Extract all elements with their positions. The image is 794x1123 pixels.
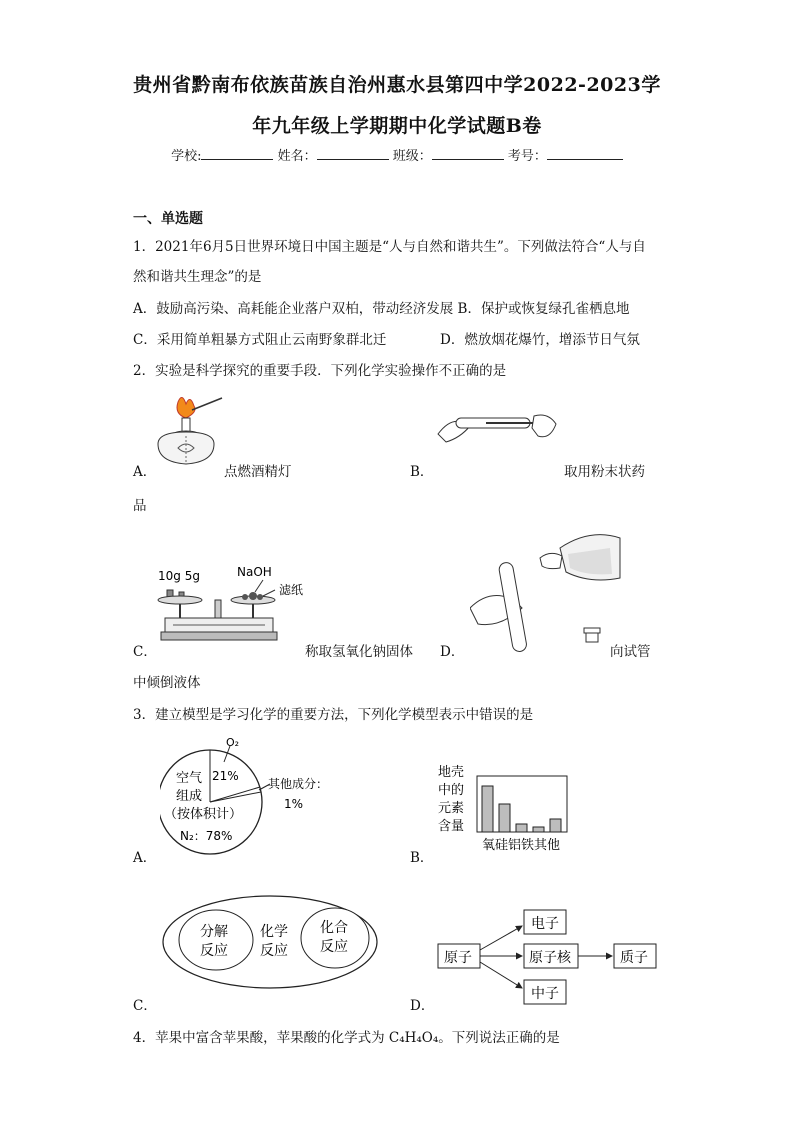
venn-combination-1: 化合 [320, 920, 348, 936]
pie-label-other-pct: 1% [284, 797, 304, 811]
q1-stem-line2: 然和谐共生理念”的是 [133, 269, 262, 285]
bar-ylabel-3: 元素 [438, 801, 465, 816]
bar-2 [516, 824, 527, 832]
q1-option-d: D．燃放烟花爆竹，增添节日气氛 [440, 332, 640, 348]
info-line [0, 145, 794, 164]
q4-stem: 4．苹果中富含苹果酸，苹果酸的化学式为 C₄H₄O₄。下列说法正确的是 [133, 1030, 560, 1046]
arrow-icon [480, 962, 522, 988]
filter-paper-label: 滤纸 [279, 583, 304, 597]
crust-element-bar-chart [436, 762, 576, 858]
bar-categories: 氧硅铝铁其他 [482, 838, 561, 853]
flow-electron: 电子 [531, 916, 559, 932]
q3-c-label: C． [133, 998, 157, 1014]
flow-neutron: 中子 [531, 986, 559, 1002]
arrow-icon [480, 926, 522, 950]
atom-structure-flow [434, 906, 664, 1006]
name-label: 姓名： [277, 149, 317, 164]
q2-c-label: C． [133, 644, 157, 660]
balance-image [155, 560, 310, 655]
bar-4 [550, 819, 561, 832]
bar-1 [499, 804, 510, 832]
class-blank[interactable] [432, 147, 504, 160]
q3-b-label: B． [410, 850, 434, 866]
venn-chemical-2: 反应 [260, 943, 288, 959]
exam-no-label: 考号： [507, 149, 547, 164]
naoh-label: NaOH [237, 565, 272, 579]
name-blank[interactable] [317, 147, 389, 160]
bar-3 [533, 827, 544, 832]
pie-label-other: 其他成分： [268, 777, 329, 791]
powder-transfer-image [436, 398, 561, 448]
bar-0 [482, 786, 493, 832]
school-label: 学校: [171, 149, 202, 164]
flow-nucleus: 原子核 [529, 950, 571, 966]
pie-label-air: 空气 [176, 771, 203, 786]
bar-ylabel-1: 地壳 [438, 765, 465, 780]
q2-d-text-cont: 中倾倒液体 [133, 675, 201, 691]
weights-label: 10g 5g [158, 569, 200, 583]
q2-stem: 2．实验是科学探究的重要手段．下列化学实验操作不正确的是 [133, 363, 507, 379]
match-icon [192, 398, 222, 410]
flame-icon [177, 397, 195, 418]
q2-b-label: B． [410, 464, 434, 480]
title-line-1: 贵州省黔南布依族苗族自治州惠水县第四中学2022-2023学 [133, 74, 661, 96]
q2-b-text-cont: 品 [133, 498, 147, 514]
decomposition-ellipse [179, 910, 253, 970]
q3-a-label: A． [133, 850, 157, 866]
bottle-mouth-icon [540, 553, 562, 568]
alcohol-lamp-image [150, 390, 230, 470]
venn-chemical-1: 化学 [260, 924, 288, 940]
bar-ylabel-2: 中的 [438, 783, 465, 798]
pie-label-o2: O₂ [226, 736, 240, 749]
q2-d-text: 向试管 [610, 644, 651, 660]
exam-no-blank[interactable] [547, 147, 623, 160]
pie-label-composition: 组成 [176, 789, 203, 804]
section-title: 一、单选题 [133, 211, 203, 227]
q2-c-text: 称取氢氧化钠固体 [305, 644, 413, 660]
venn-combination-2: 反应 [320, 939, 348, 955]
q1-option-c: C．采用简单粗暴方式阻止云南野象群北迁 [133, 332, 387, 348]
combination-ellipse [301, 908, 369, 968]
q1-option-ab: A．鼓励高污染、高耗能企业落户双柏，带动经济发展 B．保护或恢复绿孔雀栖息地 [133, 301, 630, 317]
q2-a-text: 点燃酒精灯 [224, 464, 292, 480]
venn-decomposition-2: 反应 [200, 943, 228, 959]
pouring-liquid-image [470, 528, 650, 658]
reaction-venn [160, 892, 380, 992]
class-label: 班级： [392, 149, 432, 164]
q2-b-text: 取用粉末状药 [564, 464, 645, 480]
q3-stem: 3．建立模型是学习化学的重要方法，下列化学模型表示中错误的是 [133, 707, 534, 723]
q2-d-label: D． [440, 644, 465, 660]
flow-proton: 质子 [620, 950, 648, 966]
flow-atom: 原子 [444, 950, 472, 966]
pie-label-by-volume: （按体积计） [164, 807, 243, 822]
venn-decomposition-1: 分解 [200, 924, 228, 940]
q3-d-label: D． [410, 998, 435, 1014]
q2-a-label: A． [133, 464, 157, 480]
pie-label-21: 21% [212, 769, 239, 783]
school-blank[interactable] [201, 147, 273, 160]
pie-label-n2: N₂：78% [180, 829, 233, 843]
air-composition-pie [160, 734, 335, 859]
title-line-2: 年九年级上学期期中化学试题B卷 [252, 115, 542, 137]
q1-stem-line1: 1．2021年6月5日世界环境日中国主题是“人与自然和谐共生”。下列做法符合“人与自 [133, 239, 646, 255]
bar-ylabel-4: 含量 [438, 819, 465, 834]
